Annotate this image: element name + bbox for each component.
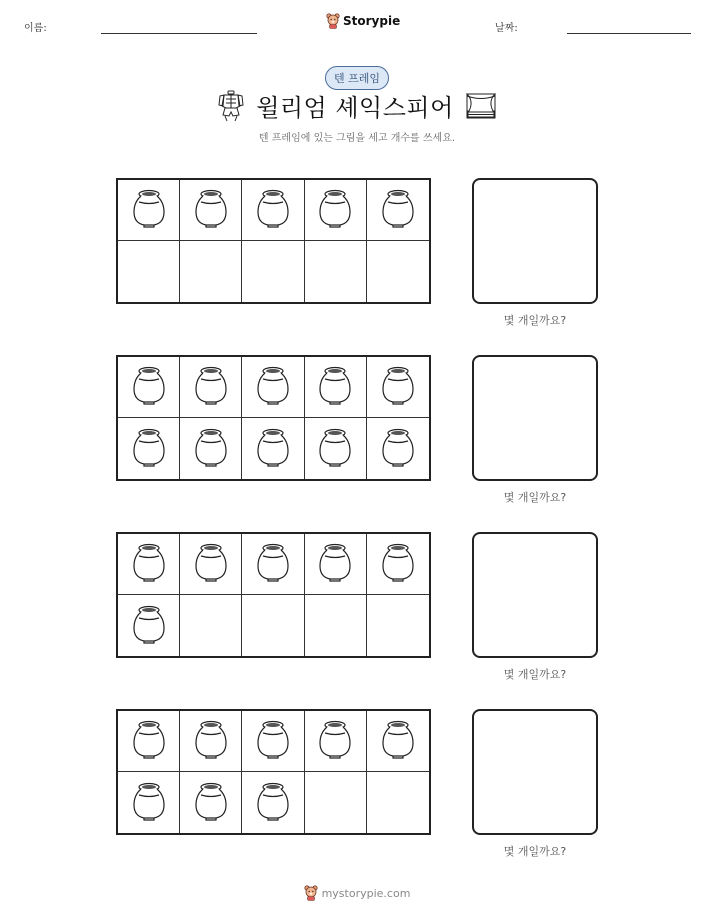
pot-icon <box>255 427 291 471</box>
frame-cell <box>242 711 304 772</box>
pot-icon <box>131 719 167 763</box>
frame-cell <box>180 357 242 418</box>
topic-badge: 텐 프레임 <box>325 66 389 90</box>
bear-mascot-icon <box>304 885 318 901</box>
answer-box[interactable] <box>472 355 598 481</box>
frame-cell <box>180 711 242 772</box>
footer-url: mystorypie.com <box>321 886 411 900</box>
frame-cell <box>242 241 304 302</box>
pot-icon <box>193 365 229 409</box>
pot-icon <box>380 542 416 586</box>
answer-box[interactable] <box>472 532 598 658</box>
question-text: 몇 개일까요? <box>503 845 567 858</box>
pot-icon <box>131 781 167 825</box>
name-label: 이름: <box>24 23 47 34</box>
frame-cell <box>305 595 367 656</box>
frame-cell <box>118 711 180 772</box>
frame-cell <box>180 534 242 595</box>
pot-icon <box>255 719 291 763</box>
brand-name: Storypie <box>343 14 401 28</box>
frame-cell <box>367 241 429 302</box>
frame-cell <box>180 772 242 833</box>
frame-cell <box>367 534 429 595</box>
frame-cell <box>305 241 367 302</box>
pot-icon <box>380 427 416 471</box>
frame-cell <box>305 180 367 241</box>
pot-icon <box>193 719 229 763</box>
frame-cell <box>367 418 429 479</box>
frame-cell <box>180 418 242 479</box>
frame-cell <box>180 241 242 302</box>
frame-cell <box>367 357 429 418</box>
frame-cell <box>242 772 304 833</box>
frame-cell <box>305 357 367 418</box>
pot-icon <box>131 188 167 232</box>
pot-icon <box>317 427 353 471</box>
frame-cell <box>118 241 180 302</box>
pot-icon <box>131 365 167 409</box>
frame-cell <box>305 534 367 595</box>
frame-cell <box>118 180 180 241</box>
name-line[interactable] <box>101 33 257 34</box>
frame-cell <box>180 595 242 656</box>
frame-cell <box>367 711 429 772</box>
frame-cell <box>118 534 180 595</box>
frame-cell <box>242 357 304 418</box>
pot-icon <box>317 719 353 763</box>
date-label: 날짜: <box>495 23 518 34</box>
frame-cell <box>367 595 429 656</box>
frame-cell <box>242 534 304 595</box>
instructions: 텐 프레임에 있는 그림을 세고 개수를 쓰세요. <box>258 133 456 144</box>
page-title: 윌리엄 셰익스피어 <box>256 94 454 122</box>
frame-cell <box>118 595 180 656</box>
frame-cell <box>305 418 367 479</box>
ten-frame <box>116 532 431 658</box>
pot-icon <box>193 542 229 586</box>
pot-icon <box>255 781 291 825</box>
pot-icon <box>380 719 416 763</box>
answer-box[interactable] <box>472 178 598 304</box>
pot-icon <box>380 365 416 409</box>
ten-frame <box>116 178 431 304</box>
pot-icon <box>193 188 229 232</box>
doublet-costume-icon <box>218 90 244 122</box>
pot-icon <box>131 427 167 471</box>
pot-icon <box>317 542 353 586</box>
frame-cell <box>242 180 304 241</box>
title-row <box>0 88 714 123</box>
footer <box>0 885 714 901</box>
frame-cell <box>118 357 180 418</box>
pot-icon <box>255 188 291 232</box>
pot-icon <box>255 365 291 409</box>
answer-box[interactable] <box>472 709 598 835</box>
ten-frame <box>116 709 431 835</box>
pot-icon <box>317 365 353 409</box>
question-text: 몇 개일까요? <box>503 491 567 504</box>
pot-icon <box>193 427 229 471</box>
pot-icon <box>131 604 167 648</box>
frame-cell <box>118 772 180 833</box>
frame-cell <box>242 418 304 479</box>
ten-frame <box>116 355 431 481</box>
frame-cell <box>367 180 429 241</box>
pot-icon <box>317 188 353 232</box>
pot-icon <box>131 542 167 586</box>
pot-icon <box>255 542 291 586</box>
frame-cell <box>118 418 180 479</box>
frame-cell <box>305 711 367 772</box>
question-text: 몇 개일까요? <box>503 668 567 681</box>
pot-icon <box>380 188 416 232</box>
date-line[interactable] <box>567 33 691 34</box>
bear-mascot-icon <box>326 13 340 29</box>
pot-icon <box>193 781 229 825</box>
storypie-logo <box>326 13 400 29</box>
frame-cell <box>180 180 242 241</box>
frame-cell <box>367 772 429 833</box>
question-text: 몇 개일까요? <box>503 314 567 327</box>
theater-stage-icon <box>466 93 496 119</box>
frame-cell <box>305 772 367 833</box>
frame-cell <box>242 595 304 656</box>
